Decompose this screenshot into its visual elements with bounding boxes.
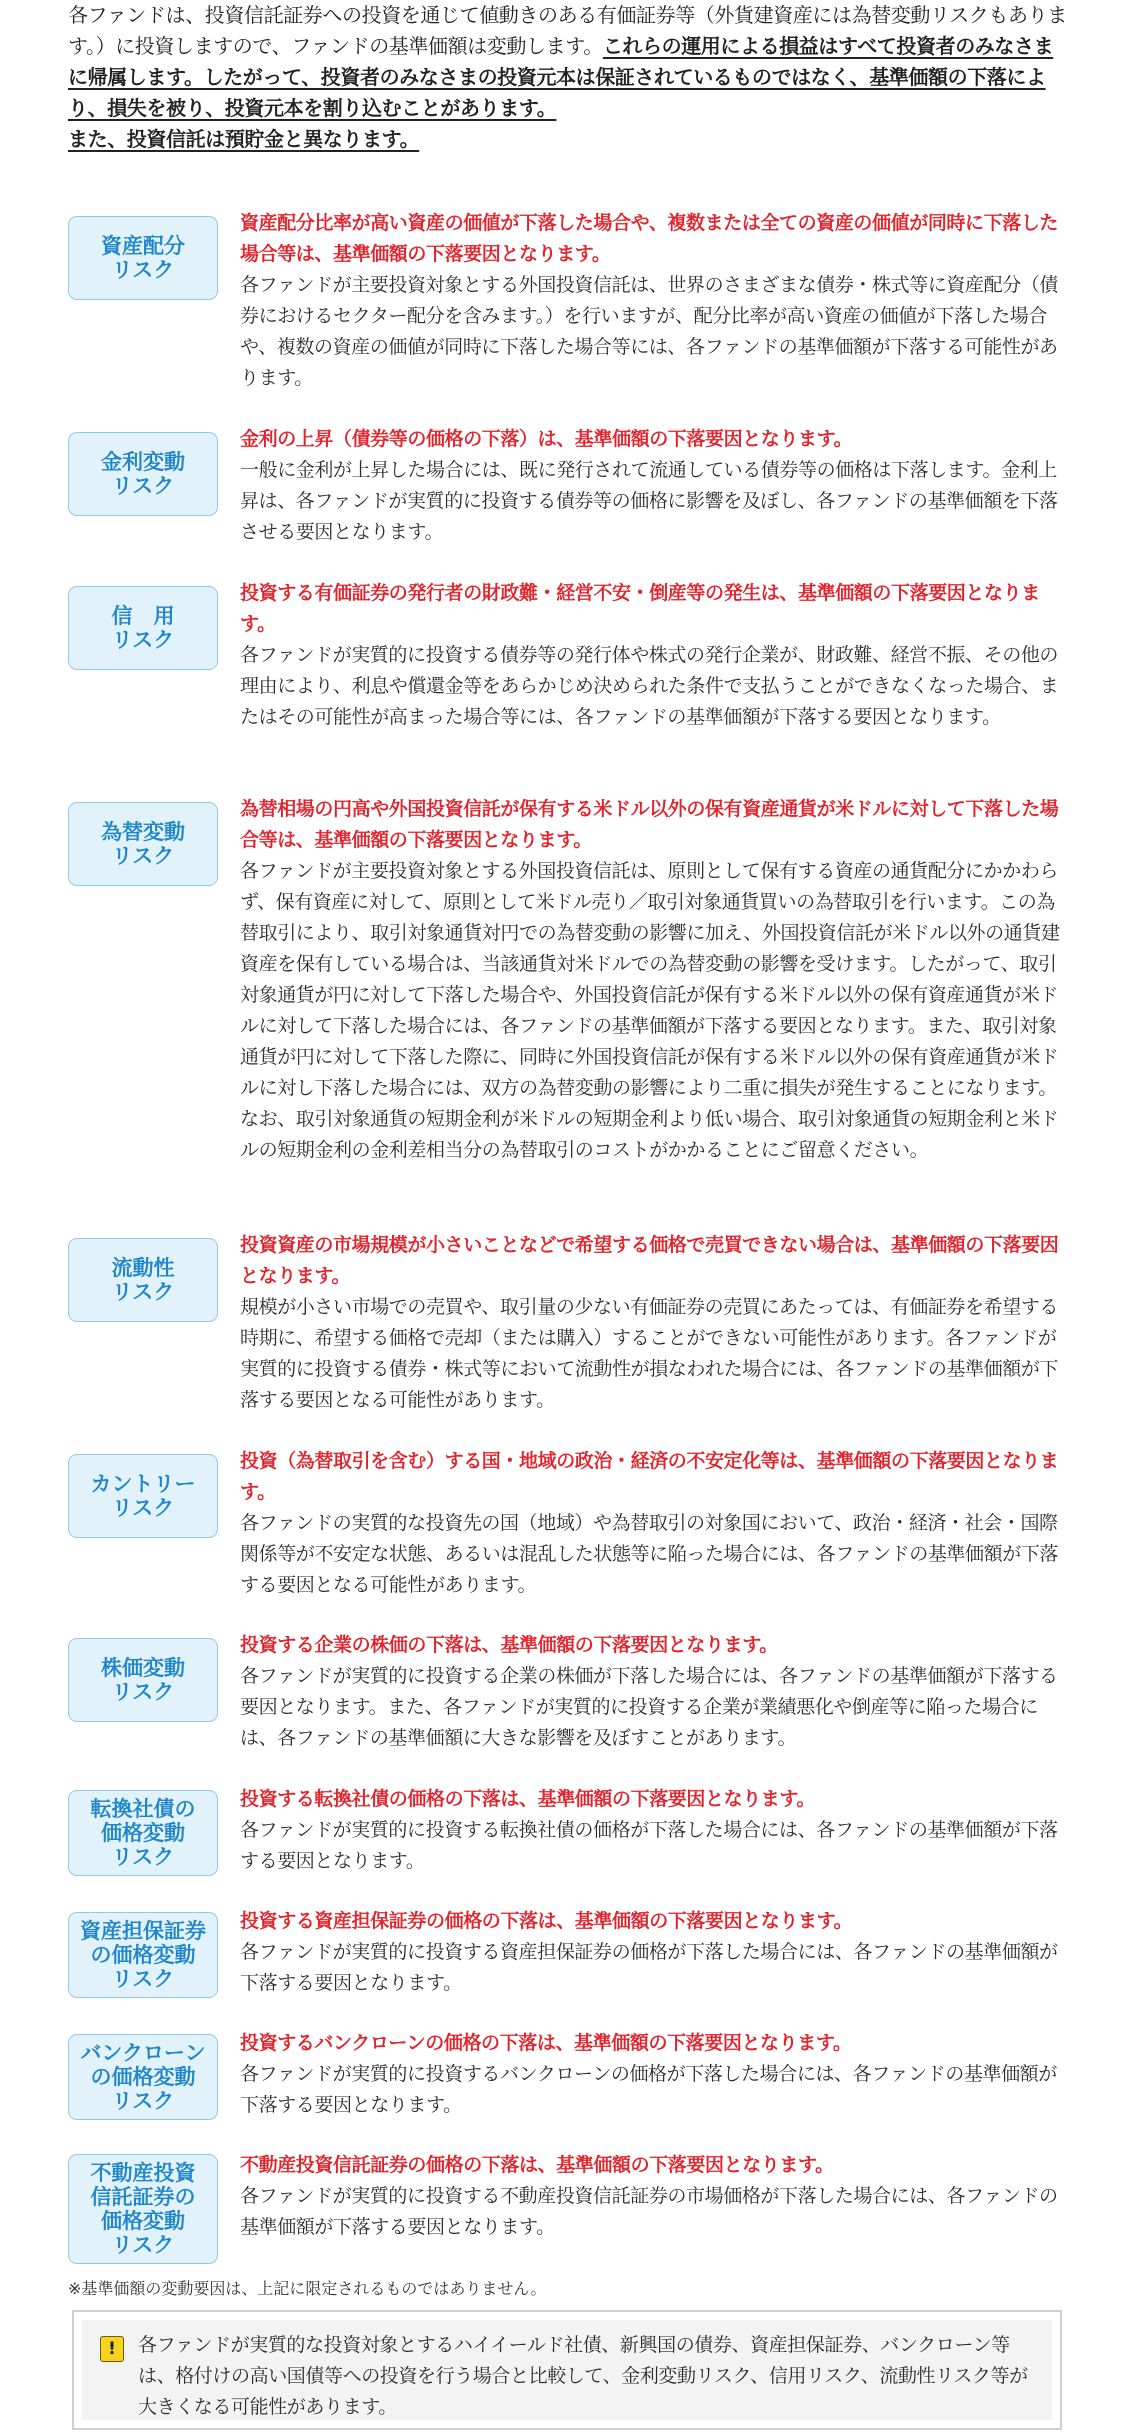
risk-body: 各ファンドが実質的に投資する資産担保証券の価格が下落した場合には、各ファンドの基準価額が下落する要因となります。: [240, 1941, 1058, 1994]
risk-label-badge: バンクローン の価格変動 リスク: [68, 2034, 218, 2120]
risk-text: [240, 578, 1062, 733]
risk-text: [240, 1906, 1062, 1999]
risk-text: [240, 2150, 1062, 2243]
risk-body: 各ファンドが実質的に投資する転換社債の価格が下落した場合には、各ファンドの基準価額が下落する要因となります。: [240, 1819, 1058, 1872]
risk-headline: 金利の上昇（債券等の価格の下落）は、基準価額の下落要因となります。: [240, 428, 853, 450]
risk-label-badge: 株価変動 リスク: [68, 1638, 218, 1722]
risk-headline: 投資する企業の株価の下落は、基準価額の下落要因となります。: [240, 1634, 778, 1656]
risk-text: [240, 1630, 1062, 1754]
risk-label-badge: 資産担保証券 の価格変動 リスク: [68, 1912, 218, 1998]
risk-label-badge: 資産配分 リスク: [68, 216, 218, 300]
intro-underlined-text: これらの運用による損益はすべて投資者のみなさまに帰属します。したがって、投資者のみなさまの投資元本は保証されているものではなく、基準価額の下落により、損失を被り、投資元本を割り込むことがあります。: [68, 34, 1054, 120]
risk-text: [240, 1446, 1062, 1601]
risk-label-badge: 為替変動 リスク: [68, 802, 218, 886]
risk-text: [240, 2028, 1062, 2121]
risk-headline: 資産配分比率が高い資産の価値が下落した場合や、複数または全ての資産の価値が同時に下落した場合等は、基準価額の下落要因となります。: [240, 212, 1059, 265]
risk-headline: 不動産投資信託証券の価格の下落は、基準価額の下落要因となります。: [240, 2154, 834, 2176]
exclamation-icon: !: [100, 2336, 124, 2362]
risk-label-badge: 不動産投資 信託証券の 価格変動 リスク: [68, 2154, 218, 2264]
risk-headline: 投資資産の市場規模が小さいことなどで希望する価格で売買できない場合は、基準価額の下落要因となります。: [240, 1234, 1059, 1287]
risk-body: 各ファンドの実質的な投資先の国（地域）や為替取引の対象国において、政治・経済・社会・国際関係等が不安定な状態、あるいは混乱した状態等に陥った場合には、各ファンドの基準価額が下落する要因となる可能性があります。: [240, 1512, 1059, 1596]
risk-headline: 為替相場の円高や外国投資信託が保有する米ドル以外の保有資産通貨が米ドルに対して下落した場合等は、基準価額の下落要因となります。: [240, 798, 1059, 851]
risk-text: [240, 1230, 1062, 1416]
risk-body: 各ファンドが主要投資対象とする外国投資信託は、世界のさまざまな債券・株式等に資産配分（債券におけるセクター配分を含みます。）を行いますが、配分比率が高い資産の価値が下落した場合や、複数の資産の価値が同時に下落した場合等には、各ファンドの基準価額が下落する可能性があります。: [240, 274, 1059, 389]
risk-headline: 投資する資産担保証券の価格の下落は、基準価額の下落要因となります。: [240, 1910, 853, 1932]
risk-body: 規模が小さい市場での売買や、取引量の少ない有価証券の売買にあたっては、有価証券を希望する時期に、希望する価格で売却（または購入）することができない可能性があります。各ファンドが実質的に投資する債券・株式等において流動性が損なわれた場合には、各ファンドの基準価額が下落する要因となる可能性があります。: [240, 1296, 1059, 1411]
risk-label-badge: カントリー リスク: [68, 1454, 218, 1538]
risk-text: [240, 1784, 1062, 1877]
risk-headline: 投資する有価証券の発行者の財政難・経営不安・倒産等の発生は、基準価額の下落要因となります。: [240, 582, 1040, 635]
risk-body: 各ファンドが実質的に投資する債券等の発行体や株式の発行企業が、財政難、経営不振、その他の理由により、利息や償還金等をあらかじめ決められた条件で支払うことができなくなった場合、またはその可能性が高まった場合等には、各ファンドの基準価額が下落する要因となります。: [240, 644, 1059, 728]
risk-label-badge: 信 用 リスク: [68, 586, 218, 670]
caution-note-inner: [82, 2320, 1052, 2420]
intro-plain-text: 各ファンドは、投資信託証券への投資を通じて値動きのある有価証券等（外貨建資産には為替変動リスクもあります。）に投資しますので、ファンドの基準価額は変動します。: [68, 3, 1067, 58]
risk-text: [240, 794, 1062, 1166]
footnote: ※基準価額の変動要因は、上記に限定されるものではありません。: [68, 2279, 547, 2298]
risk-label-badge: 金利変動 リスク: [68, 432, 218, 516]
risk-text: [240, 208, 1062, 394]
risk-label-badge: 転換社債の 価格変動 リスク: [68, 1790, 218, 1876]
risk-headline: 投資（為替取引を含む）する国・地域の政治・経済の不安定化等は、基準価額の下落要因となります。: [240, 1450, 1059, 1503]
risk-text: [240, 424, 1062, 548]
caution-note-box: [72, 2310, 1062, 2430]
risk-headline: 投資する転換社債の価格の下落は、基準価額の下落要因となります。: [240, 1788, 816, 1810]
caution-note-text: 各ファンドが実質的な投資対象とするハイイールド社債、新興国の債券、資産担保証券、バンクローン等は、格付けの高い国債等への投資を行う場合と比較して、金利変動リスク、信用リスク、流動性リスク等が大きくなる可能性があります。: [138, 2334, 1028, 2418]
risk-body: 各ファンドが実質的に投資する企業の株価が下落した場合には、各ファンドの基準価額が下落する要因となります。また、各ファンドが実質的に投資する企業が業績悪化や倒産等に陥った場合には、各ファンドの基準価額に大きな影響を及ぼすことがあります。: [240, 1665, 1058, 1749]
risk-body: 各ファンドが主要投資対象とする外国投資信託は、原則として保有する資産の通貨配分にかかわらず、保有資産に対して、原則として米ドル売り／取引対象通貨買いの為替取引を行います。この為替取引により、取引対象通貨対円での為替変動の影響に加え、外国投資信託が米ドル以外の通貨建資産を保有している場合は、当該通貨対米ドルでの為替変動の影響を受けます。したがって、取引対象通貨が円に対して下落した場合や、外国投資信託が保有する米ドル以外の保有資産通貨が米ドルに対して下落した場合には、各ファンドの基準価額が下落する要因となります。また、取引対象通貨が円に対して下落した際に、同時に外国投資信託が保有する米ドル以外の保有資産通貨が米ドルに対し下落した場合には、双方の為替変動の影響により二重に損失が発生することになります。なお、取引対象通貨の短期金利が米ドルの短期金利より低い場合、取引対象通貨の短期金利と米ドルの短期金利の金利差相当分の為替取引のコストがかかることにご留意ください。: [240, 860, 1060, 1161]
risk-body: 一般に金利が上昇した場合には、既に発行されて流通している債券等の価格は下落します。金利上昇は、各ファンドが実質的に投資する債券等の価格に影響を及ぼし、各ファンドの基準価額を下落させる要因となります。: [240, 459, 1058, 543]
risk-headline: 投資するバンクローンの価格の下落は、基準価額の下落要因となります。: [240, 2032, 852, 2054]
risk-label-badge: 流動性 リスク: [68, 1238, 218, 1322]
risk-body: 各ファンドが実質的に投資するバンクローンの価格が下落した場合には、各ファンドの基準価額が下落する要因となります。: [240, 2063, 1057, 2116]
intro-deposit-note: また、投資信託は預貯金と異なります。: [68, 127, 420, 151]
intro-paragraph: [68, 0, 1068, 155]
risk-body: 各ファンドが実質的に投資する不動産投資信託証券の市場価格が下落した場合には、各ファンドの基準価額が下落する要因となります。: [240, 2185, 1058, 2238]
